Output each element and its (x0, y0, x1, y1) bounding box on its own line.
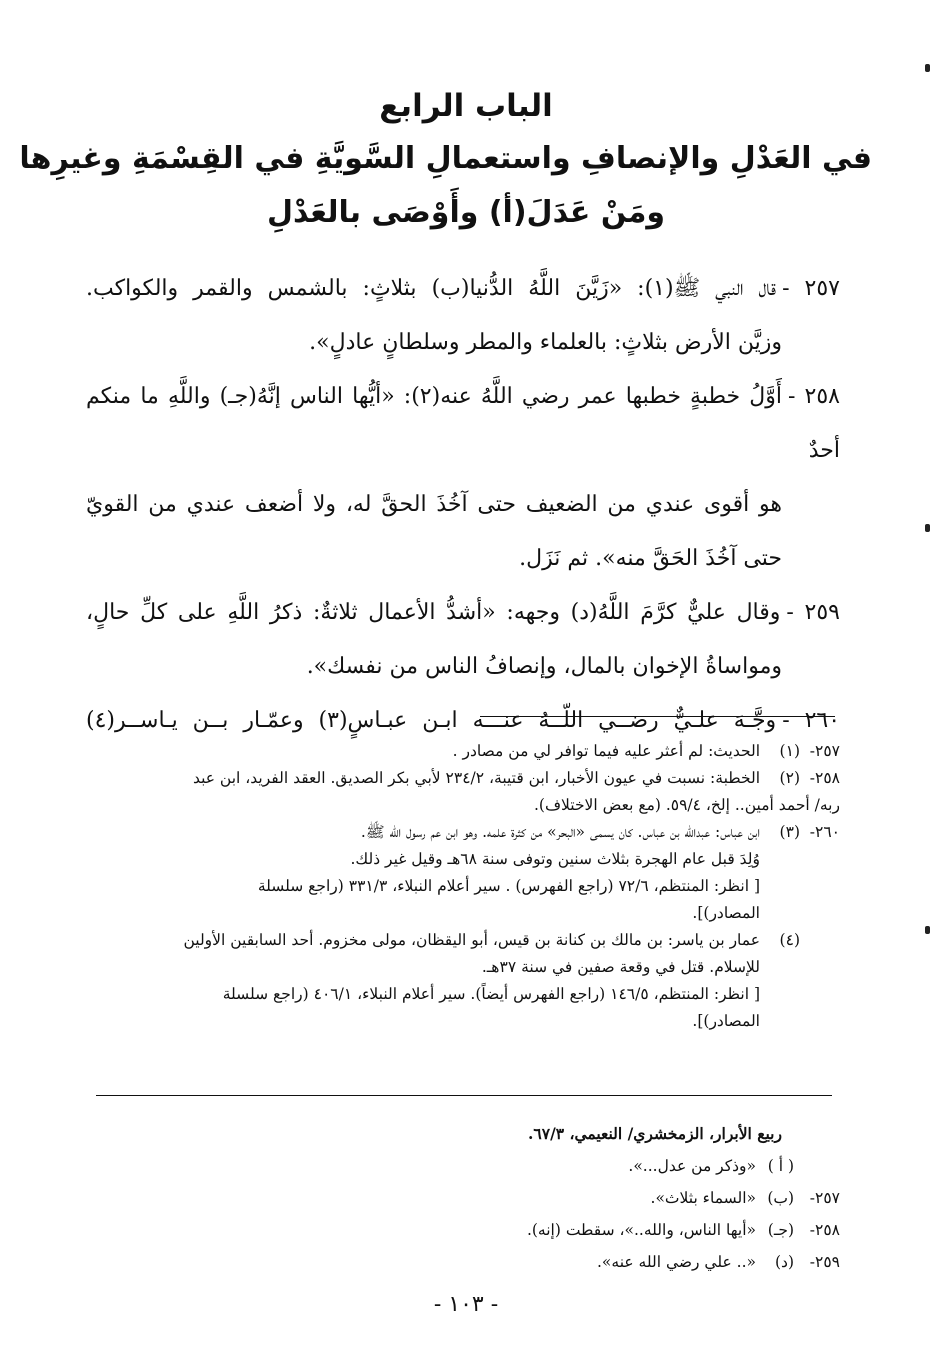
variants-divider (96, 1095, 832, 1096)
variant-item (96, 1246, 840, 1278)
footnote-text: للإسلام. قتل في وقعة صفين في سنة ٣٧هـ. (481, 958, 760, 976)
footnote-3-cont (96, 900, 840, 927)
footnote-mark: (٣) (779, 823, 800, 841)
footnote-text: [ انظر: المنتظم، ٧٢/٦ (راجع الفهرس) . سير أعلام النبلاء، ٣٣١/٣ (راجع سلسلة (257, 877, 760, 895)
paragraph-line: حتى آخُذَ الحَقَّ منه». ثم نَزَل. (519, 546, 782, 571)
variant-source: ربيع الأبرار، الزمخشري/ النعيمي، ٦٧/٣. (528, 1124, 782, 1143)
footnote-ref (800, 927, 840, 954)
footnote-2-cont (96, 792, 840, 819)
variant-text: «السماء بثلاث». (650, 1189, 756, 1207)
variant-text: «أيها الناس، والله..»، سقطت (إنه). (526, 1221, 756, 1239)
footnote-4-cont (96, 954, 840, 981)
variant-mark: ( أ ) (767, 1157, 794, 1175)
footnote-4-cont (96, 1008, 840, 1035)
variant-mark: (د) (775, 1253, 794, 1271)
paragraph-number: ٢٥٧ - (782, 276, 840, 301)
main-text (86, 262, 840, 748)
footnote-1 (96, 738, 840, 765)
variant-ref: ٢٥٩- (809, 1253, 840, 1271)
paragraph-line: قال النبي ﷺ(١): «زَيَّنَ اللَّهُ الدُّنيا(ب) بثلاثٍ: بالشمس والقمر والكواكب. (86, 276, 777, 301)
chapter-title: الباب الرابع (379, 88, 553, 124)
paragraph-258 (86, 370, 840, 586)
variant-item (96, 1182, 840, 1214)
paragraph-number: ٢٥٨ - (787, 384, 840, 409)
footnote-3-cont (96, 873, 840, 900)
footnote-text: المصادر)]. (692, 1012, 760, 1030)
footnotes (96, 738, 840, 1035)
variant-text: «وذكر من عدل...». (628, 1157, 756, 1175)
scan-mark (925, 64, 930, 72)
variant-text: «.. علي رضي الله عنه». (596, 1253, 756, 1271)
paragraph-line: وجَّـهَ علـيٌّ رضــي اللّــهُ عنـــه ابـن عبـاسٍ(٣) وعمّـار بــن يـاســر(٤) (86, 708, 777, 733)
scan-mark (925, 926, 930, 934)
footnote-text: الخطبة: نسبت في عيون الأخبار، ابن قتيبة، ٢٣٤/٢ لأبي بكر الصديق. العقد الفريد، ابن عبد (192, 769, 760, 787)
paragraph-number: ٢٦٠ - (782, 708, 841, 733)
paragraph-line: هو أقوى عندي من الضعيف حتى آخُذَ الحقَّ له، ولا أضعف عندي من القويّ (86, 492, 782, 517)
footnote-text: ربه/ أحمد أمين.. إلخ، ٥٩/٤. (مع بعض الاختلاف). (533, 796, 840, 814)
footnote-text: عمار بن ياسر: بن مالك بن كنانة بن قيس، أبو اليقظان، مولى مخزوم. أحد السابقين الأولين (183, 931, 760, 949)
footnote-mark: (٤) (779, 931, 800, 949)
chapter-subtitle-line-2: ومَنْ عَدَلَ(أ) وأَوْصَى بالعَدْلِ (266, 195, 666, 230)
footnote-3-cont (96, 846, 840, 873)
scan-mark (925, 524, 930, 532)
variant-mark: (ب) (767, 1189, 794, 1207)
variant-item (96, 1214, 840, 1246)
chapter-subtitle-line-1: في العَدْلِ والإنصافِ واستعمالِ السَّويَّةِ في القِسْمَةِ وغيرِها (19, 141, 872, 176)
footnote-mark: (١) (779, 742, 800, 760)
footnote-4-cont (96, 981, 840, 1008)
paragraph-259 (86, 586, 840, 694)
footnote-text: الحديث: لم أعثر عليه فيما توافر لي من مصادر . (452, 742, 760, 760)
paragraph-number: ٢٥٩ - (786, 600, 840, 625)
paragraph-line: وزيَّن الأرض بثلاثٍ: بالعلماء والمطر وسلطانٍ عادلٍ». (309, 330, 782, 355)
footnote-ref: ٢٥٨- (809, 769, 840, 787)
variant-ref (794, 1150, 840, 1182)
variant-ref: ٢٥٨- (809, 1221, 840, 1239)
paragraph-line: أَوَّلُ خطبةٍ خطبها عمر رضي اللَّهُ عنه(٢): «أيُّها الناس إنَّهُ(جـ) واللَّهِ ما منكم أحدٌ (86, 384, 840, 463)
variant-ref: ٢٥٧- (809, 1189, 840, 1207)
footnote-text: ابن عباس: عبدالله بن عباس. كان يسمى «البحر» من كثرة علمه. وهو ابن عم رسول الله ﷺ. (360, 823, 760, 841)
footnote-2 (96, 765, 840, 792)
paragraph-line: ومواساةُ الإخوان بالمال، وإنصافُ الناس من نفسك». (306, 654, 782, 679)
footnote-text: وُلِدَ قبل عام الهجرة بثلاث سنين وتوفى سنة ٦٨هـ وقيل غير ذلك. (350, 850, 760, 868)
footnote-4 (96, 927, 840, 954)
footnote-ref: ٢٦٠- (809, 823, 840, 841)
variant-item (96, 1150, 840, 1182)
variant-mark: (جـ) (767, 1221, 794, 1239)
footnote-text: [ انظر: المنتظم، ١٤٦/٥ (راجع الفهرس أيضاً). سير أعلام النبلاء، ٤٠٦/١ (راجع سلسلة (222, 985, 760, 1003)
paragraph-257 (86, 262, 840, 370)
page-number: - ١٠٣ - (433, 1292, 499, 1317)
footnote-mark: (٢) (779, 769, 800, 787)
footnote-text: المصادر)]. (692, 904, 760, 922)
footnote-3 (96, 819, 840, 846)
paragraph-line: وقال عليٌّ كرَّمَ اللَّهُ(د) وجهه: «أشدُّ الأعمال ثلاثةٌ: ذكرُ اللَّهِ على كلِّ حالٍ، (86, 600, 781, 625)
chapter-heading (19, 80, 872, 240)
footnote-ref: ٢٥٧- (809, 742, 840, 760)
variant-notes (96, 1118, 840, 1278)
footnote-divider (480, 716, 835, 717)
